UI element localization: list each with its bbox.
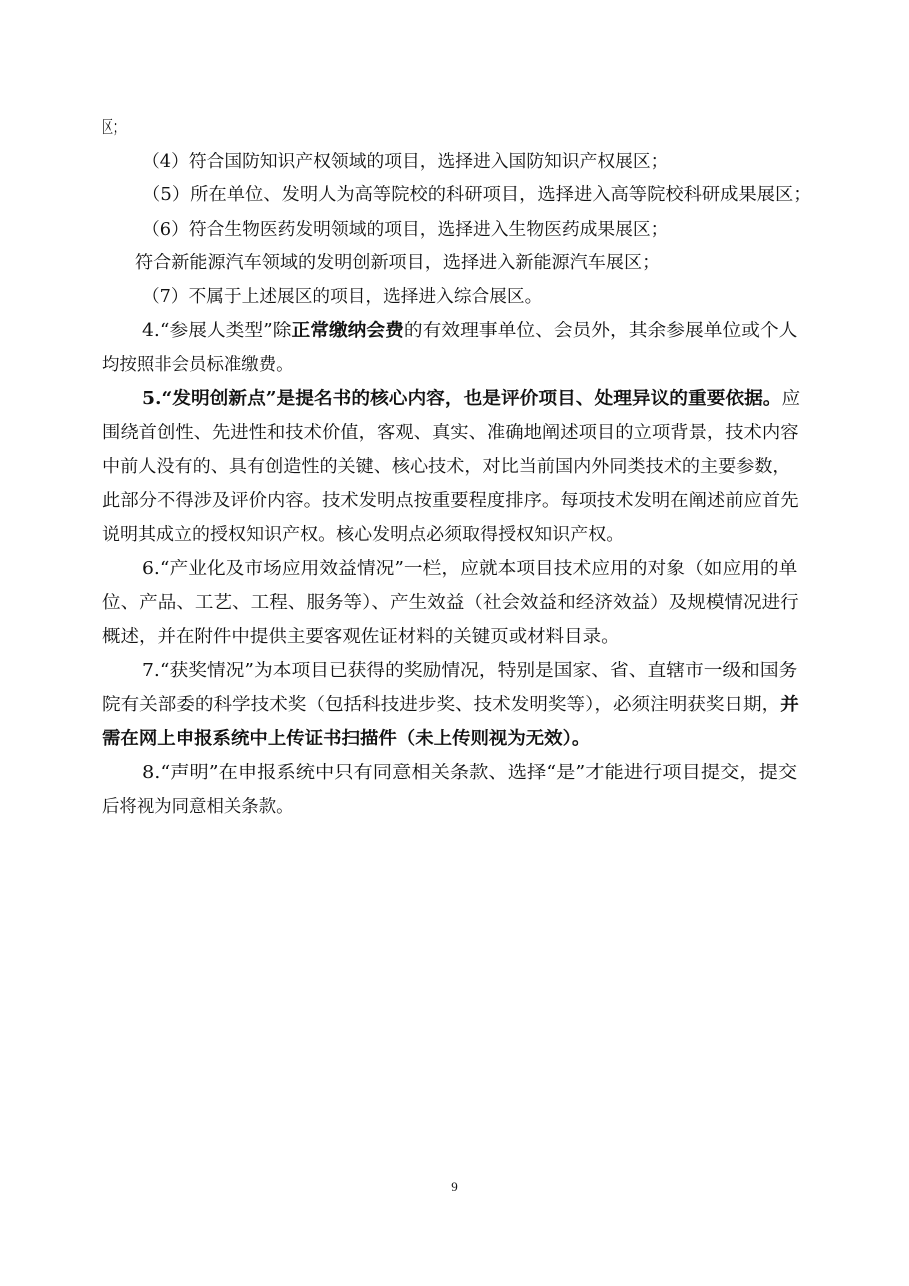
- text-line: [102, 626, 620, 648]
- text-line: [142, 151, 668, 173]
- text-line: [102, 524, 624, 546]
- text-line: [102, 117, 124, 139]
- text-run: 说明其成立的授权知识产权。核心发明点必须取得授权知识产权。: [102, 525, 625, 545]
- text-line: [142, 286, 542, 308]
- text-run: 均按照非会员标准缴费。: [102, 355, 294, 375]
- text-run: 概述，并在附件中提供主要客观佐证材料的关键页或材料目录。: [102, 627, 620, 647]
- text-line: [142, 762, 797, 784]
- text-line: [102, 796, 294, 818]
- text-run: 此部分不得涉及评价内容。技术发明点按重要程度排序。每项技术发明在阐述前应首先: [102, 491, 799, 511]
- text-line: [142, 388, 800, 410]
- text-run: 中前人没有的、具有创造性的关键、核心技术，对比当前国内外同类技术的主要参数，: [102, 457, 791, 477]
- text-run: 符合新能源汽车领域的发明创新项目，选择进入新能源汽车展区；: [135, 253, 661, 273]
- text-line: [102, 354, 294, 376]
- text-line: [102, 592, 799, 614]
- text-run: （6）符合生物医药发明领域的项目，选择进入生物医药成果展区；: [142, 220, 669, 240]
- text-run: （4）符合国防知识产权领域的项目，选择进入国防知识产权展区；: [142, 152, 669, 172]
- bold-text-run: 5.“发明创新点”是提名书的核心内容，也是评价项目、处理异议的重要依据。: [142, 388, 782, 409]
- text-run: 7.“获奖情况”为本项目已获得的奖励情况，特别是国家、省、直辖市一级和国务: [142, 661, 798, 681]
- text-line: [142, 219, 668, 241]
- text-line: [102, 422, 799, 444]
- text-line: [142, 660, 797, 682]
- text-run: 6.“产业化及市场应用效益情况”一栏，应就本项目技术应用的对象（如应用的单: [142, 559, 798, 579]
- text-line: [142, 184, 812, 206]
- text-run: 的有效理事单位、会员外，其余参展单位或个人: [403, 321, 798, 341]
- bold-text-run: 正常缴纳会费: [291, 320, 404, 341]
- text-line: [142, 558, 797, 580]
- text-run: 位、产品、工艺、工程、服务等）、产生效益（社会效益和经济效益）及规模情况进行: [102, 593, 799, 613]
- text-run: 院有关部委的科学技术奖（包括科技进步奖、技术发明奖等），必须注明获奖日期，: [102, 695, 781, 715]
- text-line: [102, 694, 799, 716]
- bold-text-run: 需在网上申报系统中上传证书扫描件（未上传则视为无效）。: [102, 728, 591, 749]
- text-line: [102, 728, 590, 750]
- text-run: （7）不属于上述展区的项目，选择进入综合展区。: [142, 287, 543, 307]
- text-run: 8.“声明”在申报系统中只有同意相关条款、选择“是”才能进行项目提交，提交: [142, 763, 798, 783]
- text-run: 后将视为同意相关条款。: [102, 797, 294, 817]
- text-run: 4.“参展人类型”除: [142, 321, 292, 341]
- text-run: 区；: [102, 118, 125, 138]
- page-number: 9: [451, 1179, 458, 1194]
- text-run: 应: [781, 389, 801, 409]
- text-line: [135, 252, 660, 274]
- text-line: [142, 320, 797, 342]
- text-line: [102, 456, 791, 478]
- bold-text-run: 并: [780, 694, 799, 715]
- text-line: [102, 490, 799, 512]
- text-run: 围绕首创性、先进性和技术价值，客观、真实、准确地阐述项目的立项背景，技术内容: [102, 423, 799, 443]
- text-run: （5）所在单位、发明人为高等院校的科研项目，选择进入高等院校科研成果展区；: [142, 185, 812, 205]
